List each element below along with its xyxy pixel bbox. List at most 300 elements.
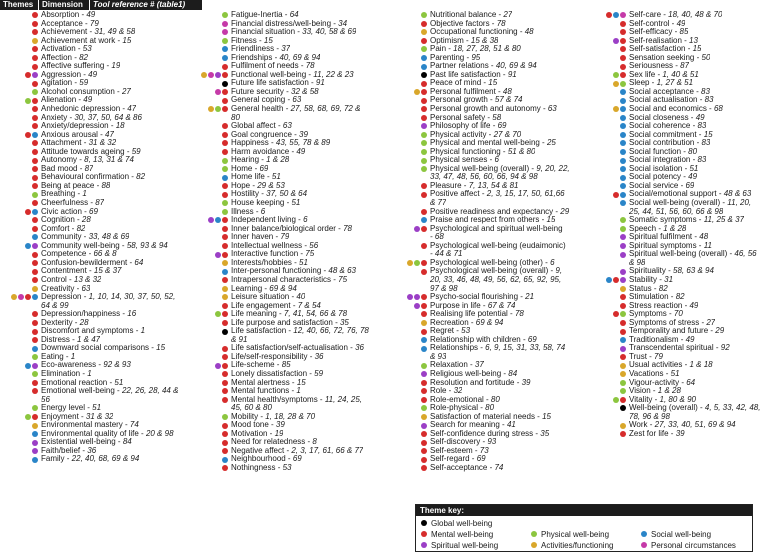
tool-reference: 47: [127, 105, 137, 114]
dimension-row: [200, 88, 410, 97]
dimension-name: Mobility -: [231, 412, 266, 421]
dimension-label: [427, 430, 549, 439]
dimension-label: [38, 353, 75, 362]
theme-dots: [600, 379, 626, 388]
dimension-name: Usual activities -: [629, 361, 690, 370]
theme-dots: [0, 413, 38, 422]
dimension-label: [626, 336, 695, 345]
dimension-label: [228, 79, 325, 88]
dimension-label: [626, 148, 697, 157]
dimension-name: Realising life potential -: [430, 310, 515, 319]
theme-dots: [0, 379, 38, 388]
dimension-name: Physical activity -: [430, 130, 494, 139]
theme-dots: [200, 156, 228, 165]
dimension-name: Positive affect -: [430, 190, 487, 199]
dimension-row: [401, 404, 613, 413]
theme-dots: [401, 148, 427, 157]
dimension-label: [38, 182, 110, 191]
dimension-row: [200, 156, 410, 165]
tool-reference: 31 & 32: [88, 139, 117, 148]
theme-dots: [401, 88, 427, 97]
dimension-row: [200, 361, 410, 370]
dimension-name: Relationship with children -: [430, 335, 528, 344]
tool-reference: 1, 27 & 51: [656, 79, 694, 88]
dimension-label: [626, 54, 710, 63]
dimension-label: [427, 233, 444, 242]
dimension-name: Enjoyment -: [41, 412, 86, 421]
dimension-label: [626, 182, 694, 191]
dimension-row: [0, 37, 215, 46]
theme-dots: [600, 11, 626, 20]
tool-reference: & 91: [231, 335, 248, 344]
dimension-name: Friendships -: [231, 53, 280, 62]
dimension-row: [600, 148, 768, 157]
tool-reference: 48 & 63: [328, 267, 356, 276]
dimension-row: [0, 114, 215, 123]
dimension-row: [0, 199, 215, 208]
theme-dots: [600, 293, 626, 302]
tool-reference: 48: [502, 87, 512, 96]
dimension-name: Interests/hobbies -: [231, 258, 300, 267]
dimension-name: Interactive function -: [231, 250, 306, 259]
dimension-label: [228, 165, 268, 174]
theme-dots: [401, 379, 427, 388]
dimension-name: Financial distress/well-being -: [231, 19, 339, 28]
activities-theme-dot: [613, 106, 619, 112]
dimension-name: Aggression -: [41, 70, 89, 79]
dimension-label: [38, 267, 122, 276]
personal-legend-dot: [641, 542, 647, 548]
dimension-name: Motivation -: [231, 429, 275, 438]
dimension-row: [0, 447, 215, 456]
dimension-row: [600, 421, 768, 430]
theme-dots: [600, 182, 626, 191]
dimension-row: [600, 225, 768, 234]
dimension-name: Sensation seeking -: [629, 53, 702, 62]
tool-reference: 15: [488, 79, 498, 88]
dimension-name: Fulfilment of needs -: [231, 62, 306, 71]
theme-dots: [600, 20, 626, 29]
theme-dots: [0, 336, 38, 345]
dimension-row: [0, 216, 215, 225]
theme-dots: [0, 71, 38, 80]
theme-dots: [600, 404, 626, 413]
dimension-name: Comfort -: [41, 224, 77, 233]
dimension-row: [600, 267, 768, 276]
tool-reference: 36: [355, 344, 364, 353]
theme-dots: [401, 387, 427, 396]
dimension-name: Achievement -: [41, 28, 95, 37]
dimension-name: Personal fulfilment -: [430, 87, 503, 96]
dimension-row: [200, 79, 410, 88]
dimension-label: [626, 361, 713, 370]
dimension-label: [626, 225, 686, 234]
theme-dots: [401, 396, 427, 405]
dimension-name: Purpose in life -: [430, 301, 488, 310]
dimension-row: [0, 225, 215, 234]
dimension-label: [626, 190, 751, 199]
dimension-name: Vigour-activity -: [629, 378, 687, 387]
dimension-name: Fatigue-Inertia -: [231, 11, 290, 19]
tool-reference: 28: [79, 318, 89, 327]
dimension-label: [626, 131, 713, 140]
theme-dots: [600, 327, 626, 336]
dimension-name: Affection -: [41, 53, 80, 62]
dimension-row: [600, 182, 768, 191]
dimension-name: Community -: [41, 233, 89, 242]
dimension-label: [228, 361, 291, 370]
theme-dots: [0, 208, 38, 217]
dimension-label: [228, 259, 308, 268]
theme-dots: [200, 148, 228, 157]
dimension-name: Speech -: [629, 224, 664, 233]
theme-dots: [200, 379, 228, 388]
dimension-row: [0, 370, 215, 379]
dimension-label: [38, 259, 143, 268]
theme-dots: [200, 302, 228, 311]
tool-reference: 28: [81, 216, 91, 225]
tool-reference: 83: [697, 156, 707, 165]
dimension-name: Behavioural confirmation -: [41, 173, 137, 182]
tool-reference: 82: [76, 224, 86, 233]
theme-dots: [0, 276, 38, 285]
dimension-name: Physical functioning -: [430, 147, 508, 156]
social-legend-dot: [641, 531, 647, 537]
dimension-name: Life-scheme -: [231, 361, 282, 370]
theme-dots: [200, 139, 228, 148]
dimension-row: [0, 302, 215, 311]
dimension-name: Psycho-social flourishing -: [430, 293, 526, 302]
dimension-name: Anxious arousal -: [41, 130, 106, 139]
dimension-row: [200, 190, 410, 199]
theme-dots: [200, 173, 228, 182]
dimension-name: Self-discovery -: [430, 438, 488, 447]
spiritual-theme-dot: [215, 363, 221, 369]
dimension-label: [626, 20, 685, 29]
dimension-name: Discomfort and symptoms -: [41, 327, 141, 336]
dimension-name: Pain -: [430, 45, 454, 54]
dimension-label: [228, 285, 297, 294]
dimension-label: [38, 370, 92, 379]
dimension-name: Life engagement -: [231, 301, 298, 310]
dimension-name: Happiness -: [231, 139, 276, 148]
theme-dots: [401, 293, 427, 302]
dimension-label: [228, 336, 247, 345]
tool-reference: 63: [292, 96, 302, 105]
tool-reference: 49: [83, 96, 93, 105]
tool-reference: 85: [679, 28, 689, 37]
dimension-row: [401, 182, 613, 191]
tool-reference: 56: [41, 395, 50, 404]
tool-reference: 29: [715, 327, 725, 336]
dimension-label: [228, 208, 265, 217]
tool-reference: 80: [688, 147, 698, 156]
dimension-row: [0, 156, 215, 165]
tool-reference: 80: [490, 395, 500, 404]
dimension-row: [200, 285, 410, 294]
theme-dots: [200, 293, 228, 302]
dimension-row: [200, 267, 410, 276]
dimension-row: [0, 45, 215, 54]
dimension-row: [600, 216, 768, 225]
theme-dots: [401, 455, 427, 464]
dimension-name: Life purpose and satisfaction -: [231, 318, 340, 327]
dimension-name: Recreation -: [430, 318, 476, 327]
dimension-row: [401, 438, 613, 447]
theme-dots: [200, 404, 228, 413]
dimension-row: [0, 54, 215, 63]
theme-dots: [600, 310, 626, 319]
dimension-row: [600, 404, 768, 413]
dimension-name: Social isolation -: [629, 164, 690, 173]
dimension-label: [427, 404, 494, 413]
dimension-label: [38, 114, 142, 123]
dimension-name: Functional well-being -: [231, 70, 314, 79]
dimension-name: Life/self-responsibility -: [231, 352, 315, 361]
dimension-row: [600, 387, 768, 396]
dimension-label: [38, 276, 101, 285]
tool-reference: & 98: [629, 258, 646, 267]
tool-reference: 79: [654, 352, 663, 361]
dimension-name: Life satisfaction -: [231, 327, 294, 336]
mental-theme-dot: [613, 192, 619, 198]
dimension-name: Psychological well-being (overall) -: [430, 267, 556, 276]
dimension-row: [200, 336, 410, 345]
tool-reference: 74: [494, 463, 504, 472]
tool-reference: 64 & 99: [41, 301, 69, 310]
dimension-label: [38, 319, 89, 328]
dimension-label: [38, 131, 114, 140]
tool-reference: 73: [479, 446, 489, 455]
tool-reference: 31: [664, 275, 674, 284]
tool-reference: 48: [699, 233, 709, 242]
dimension-name: Symptoms -: [629, 310, 674, 319]
physical-theme-dot: [215, 106, 221, 112]
theme-dots: [200, 438, 228, 447]
mental-theme-dot: [25, 132, 31, 138]
dimension-name: Breathing -: [41, 190, 83, 199]
theme-dots: [600, 216, 626, 225]
dimension-row: [401, 242, 613, 251]
social-theme-dot: [613, 12, 619, 18]
theme-dots: [401, 421, 427, 430]
theme-dots: [200, 45, 228, 54]
dimension-name: Psychological well-being (other) -: [430, 258, 551, 267]
dimension-label: [427, 131, 521, 140]
tool-reference: 8, 13, 31 & 74: [84, 156, 134, 165]
dimension-row: [600, 379, 768, 388]
dimension-label: [38, 79, 88, 88]
dimension-label: [38, 447, 96, 456]
dimension-label: [38, 62, 120, 71]
tool-reference: 25: [546, 139, 556, 148]
dimension-label: [228, 455, 302, 464]
dimension-name: Neighbourhood -: [231, 455, 293, 464]
theme-dots: [401, 447, 427, 456]
dimension-name: Philosophy of life -: [430, 122, 498, 131]
dimension-row: [600, 327, 768, 336]
dimension-label: [427, 225, 563, 234]
dimension-row: [0, 233, 215, 242]
dimension-label: [427, 259, 555, 268]
dimension-name: Personal safety -: [430, 113, 493, 122]
dimension-row: [200, 379, 410, 388]
dimension-row: [401, 447, 613, 456]
column-1: [0, 11, 215, 464]
dimension-label: [228, 11, 299, 20]
theme-dots: [0, 114, 38, 123]
tool-reference: 7 & 54: [297, 301, 321, 310]
dimension-row: [600, 199, 768, 208]
dimension-row: [0, 267, 215, 276]
tool-reference: 78: [305, 62, 315, 71]
personal-theme-dot: [215, 89, 221, 95]
dimension-label: [427, 139, 556, 148]
dimension-row: [401, 344, 613, 353]
tool-reference: 40: [296, 293, 306, 302]
tool-reference: 80: [231, 113, 240, 122]
theme-dots: [200, 216, 228, 225]
theme-dots: [401, 370, 427, 379]
dimension-row: [200, 199, 410, 208]
dimension-row: [600, 302, 768, 311]
dimension-label: [38, 421, 139, 430]
dimension-row: [600, 173, 768, 182]
dimension-name: Existential well-being -: [41, 438, 123, 447]
dimension-row: [600, 88, 768, 97]
dimension-label: [626, 79, 693, 88]
tool-reference: 30, 37, 50, 64 & 86: [74, 113, 142, 122]
physical-theme-dot: [215, 311, 221, 317]
dimension-name: Spiritual fulfilment -: [629, 233, 700, 242]
tool-reference: 39: [275, 421, 285, 430]
tool-reference: 51: [299, 258, 308, 267]
theme-dots: [200, 20, 228, 29]
theme-dots: [600, 114, 626, 123]
legend-item-spiritual: [420, 540, 530, 550]
dimension-name: Physical well-being (overall) -: [430, 164, 537, 173]
dimension-name: Harm avoidance -: [231, 147, 297, 156]
tool-reference: 57 & 74: [494, 96, 523, 105]
theme-key-title: Theme key:: [416, 505, 752, 516]
dimension-label: [427, 396, 500, 405]
dimension-label: [228, 242, 318, 251]
theme-dots: [401, 430, 427, 439]
dimension-name: Trust -: [629, 352, 655, 361]
dimension-row: [600, 319, 768, 328]
theme-dots: [0, 28, 38, 37]
tool-reference: 70: [673, 310, 683, 319]
dimension-label: [427, 293, 534, 302]
dimension-label: [427, 37, 498, 46]
dimension-name: Emotional well-being -: [41, 387, 122, 396]
spiritual-theme-dot: [414, 226, 420, 232]
theme-dots: [200, 88, 228, 97]
dimension-label: [38, 216, 91, 225]
dimension-row: [200, 421, 410, 430]
dimension-row: [0, 379, 215, 388]
dimension-row: [401, 139, 613, 148]
tool-reference: 15: [263, 36, 273, 45]
dimension-row: [0, 182, 215, 191]
theme-dots: [0, 361, 38, 370]
theme-dots: [401, 199, 427, 208]
dimension-label: [38, 199, 104, 208]
dimension-label: [427, 156, 499, 165]
dimension-label: [626, 259, 645, 268]
tool-reference: 82: [658, 284, 668, 293]
dimension-row: [401, 148, 613, 157]
theme-dots: [600, 276, 626, 285]
dimension-label: [626, 28, 688, 37]
tool-reference: 69 & 94: [269, 284, 297, 293]
dimension-row: [0, 293, 215, 302]
dimension-label: [427, 361, 484, 370]
tool-reference: 15: [542, 412, 551, 421]
dimension-name: Dexterity -: [41, 318, 80, 327]
dimension-row: [200, 310, 410, 319]
dimension-row: [600, 139, 768, 148]
dimension-label: [626, 319, 715, 328]
tool-reference: 25, 44, 51, 56, 60, 66 & 98: [629, 207, 724, 216]
dimension-name: Energy level -: [41, 404, 93, 413]
dimension-label: [427, 242, 566, 251]
theme-dots: [600, 37, 626, 46]
dimension-row: [401, 114, 613, 123]
dimension-row: [600, 11, 768, 20]
theme-dots: [600, 396, 626, 405]
dimension-name: Agitation -: [41, 79, 80, 88]
dimension-row: [200, 370, 410, 379]
dimension-label: [626, 387, 681, 396]
dimension-name: Home -: [231, 164, 260, 173]
dimension-label: [228, 438, 317, 447]
dimension-name: Status -: [629, 284, 659, 293]
column-4: [600, 11, 768, 438]
tool-reference: 97 & 98: [430, 284, 458, 293]
dimension-row: [0, 344, 215, 353]
dimension-name: Depression/happiness -: [41, 310, 128, 319]
dimension-label: [228, 413, 315, 422]
activities-theme-dot: [613, 81, 619, 87]
dimension-name: Need for relatedness -: [231, 438, 313, 447]
dimension-row: [0, 259, 215, 268]
theme-dots: [200, 54, 228, 63]
dimension-name: Zest for life -: [629, 429, 676, 438]
theme-dots: [200, 421, 228, 430]
dimension-row: [600, 336, 768, 345]
dimension-row: [401, 276, 613, 285]
header-dimension: Dimension: [39, 0, 89, 10]
dimension-row: [600, 71, 768, 80]
tool-reference: 2, 3, 15, 17, 50, 61,66: [486, 190, 565, 199]
tool-reference: 33, 47, 48, 56, 60, 66, 94 & 98: [430, 173, 538, 182]
dimension-row: [200, 430, 410, 439]
dimension-label: [427, 267, 562, 276]
tool-reference: 83: [697, 122, 707, 131]
dimension-label: [228, 344, 364, 353]
dimension-label: [38, 293, 175, 302]
tool-reference: 1, 18, 28 & 70: [265, 412, 316, 421]
theme-dots: [0, 387, 38, 396]
dimension-name: Mental functions -: [231, 387, 297, 396]
theme-dots: [600, 71, 626, 80]
dimension-label: [38, 88, 131, 97]
tool-reference: 53: [461, 327, 471, 336]
dimension-name: Sleep -: [629, 79, 657, 88]
theme-dots: [401, 327, 427, 336]
dimension-name: Self-realisation -: [629, 36, 690, 45]
